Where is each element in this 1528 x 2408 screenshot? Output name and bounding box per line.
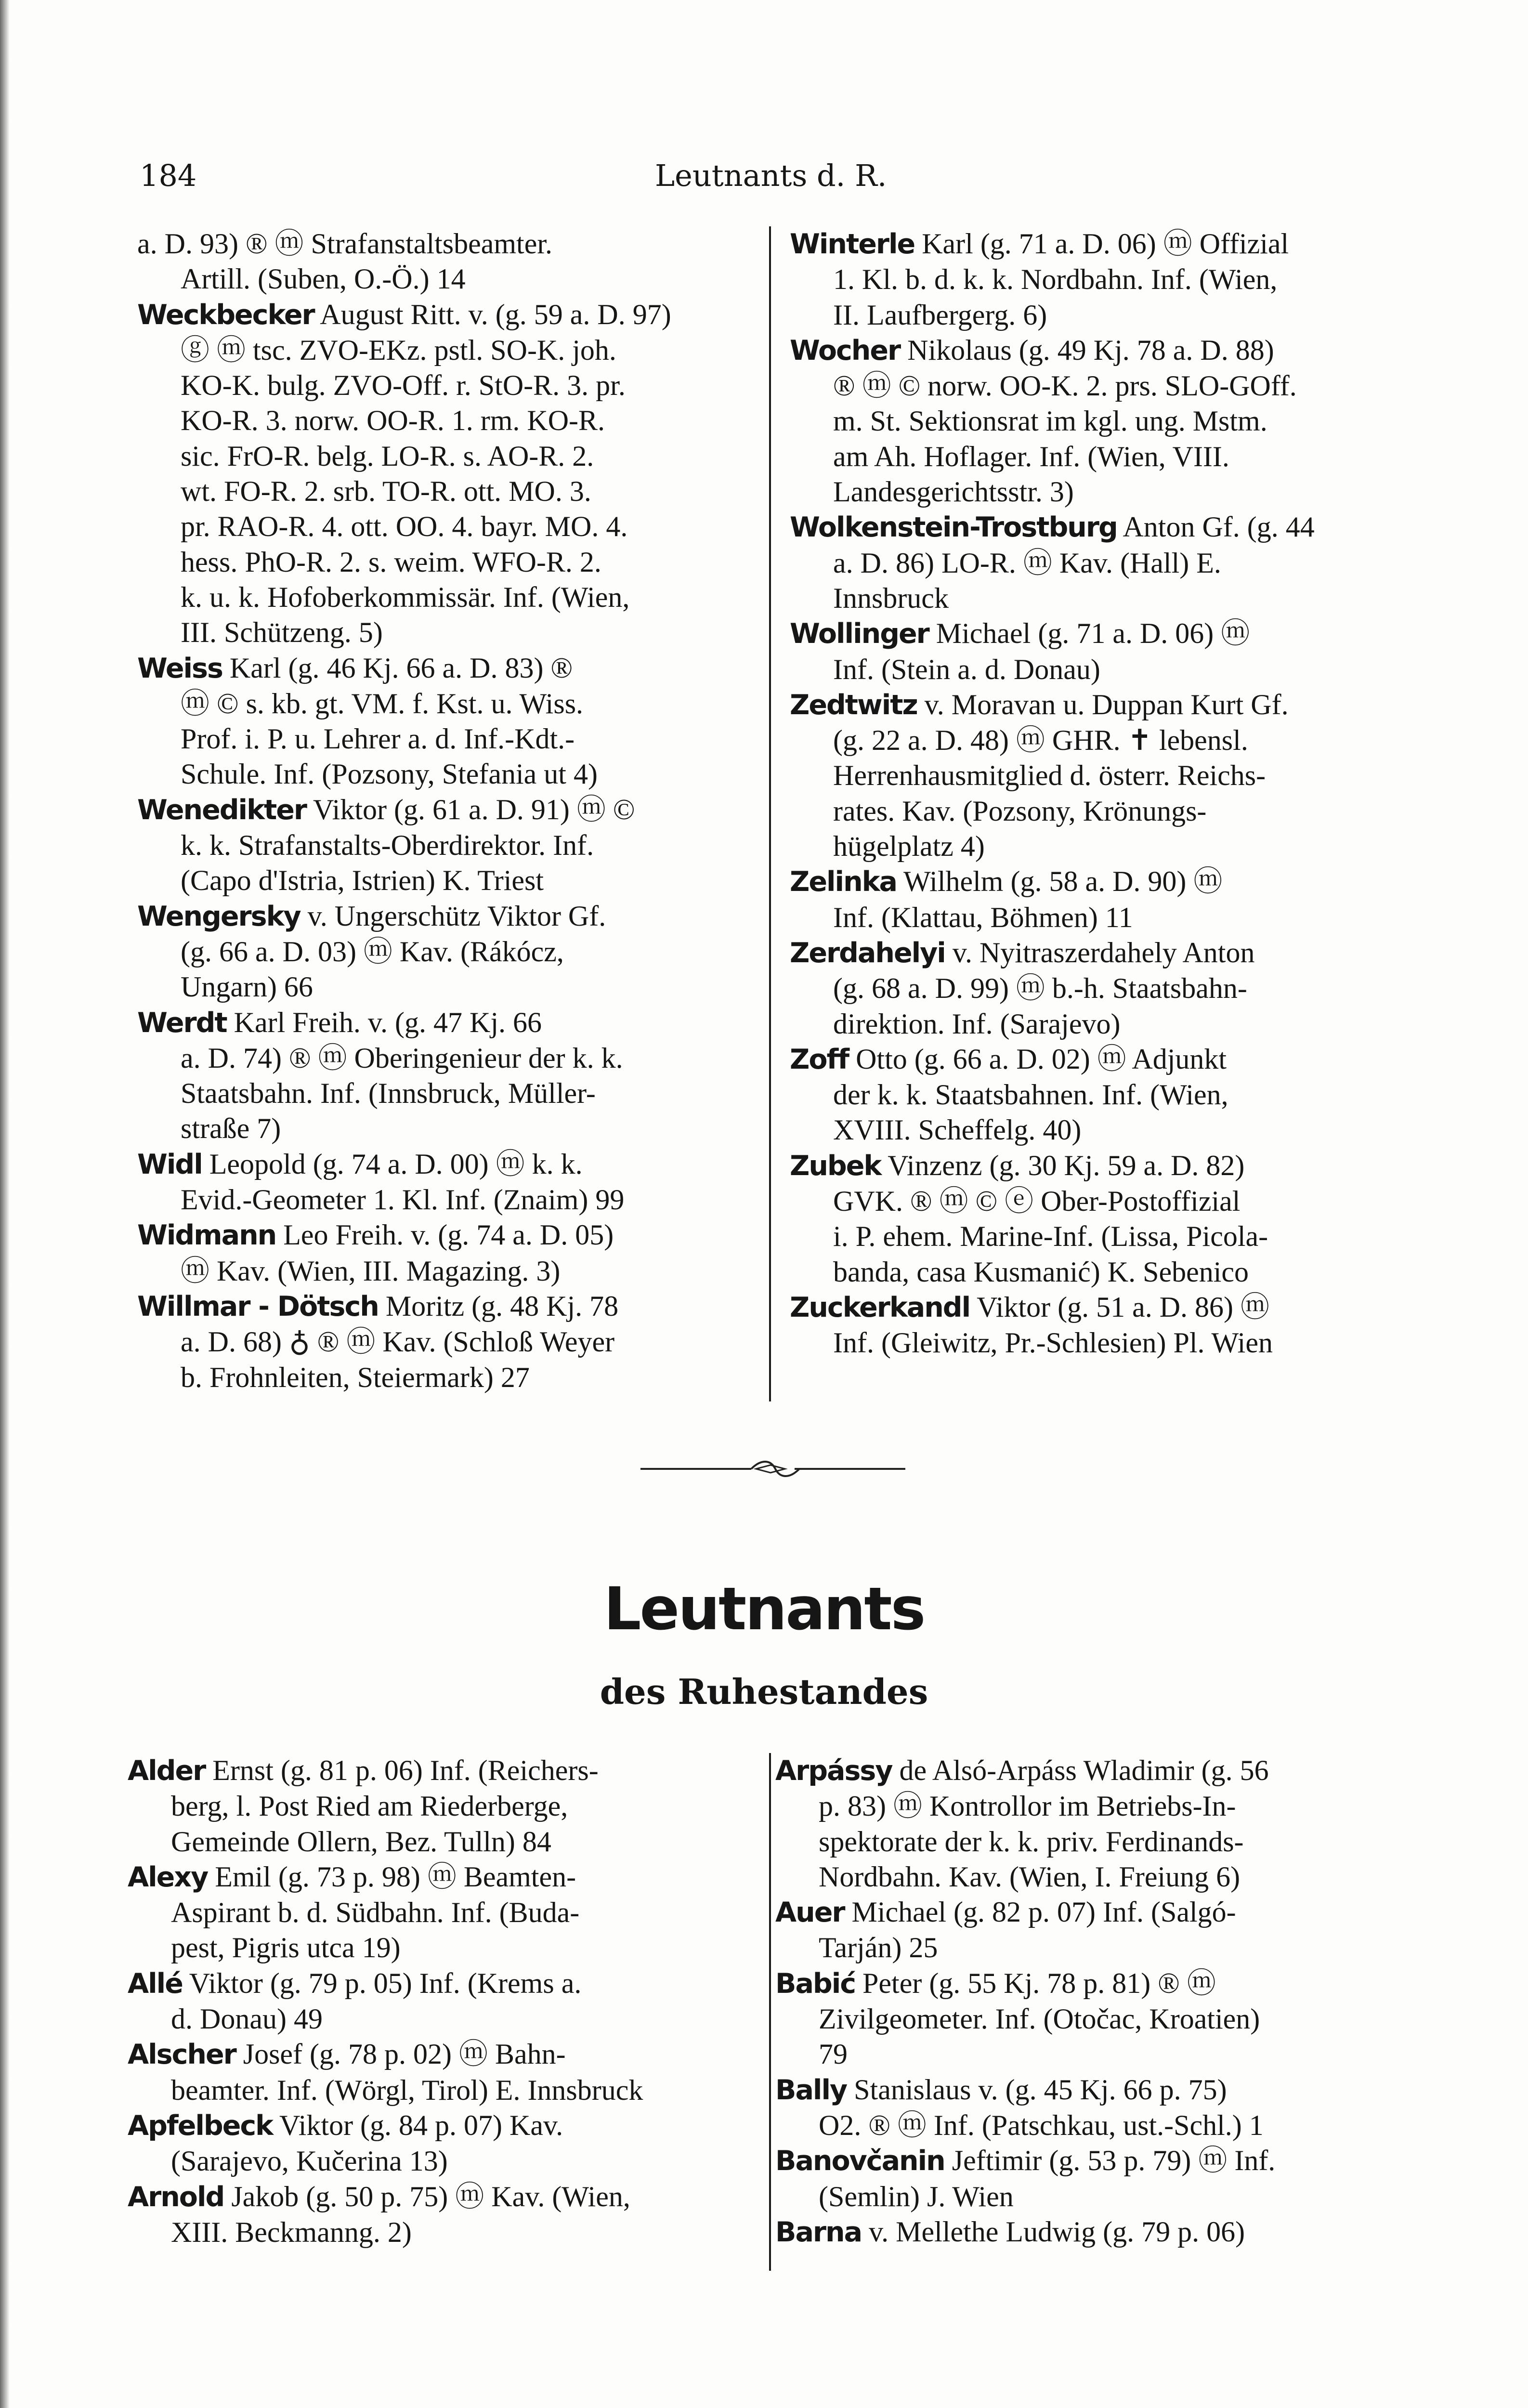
entry-text: v. Nyitraszerdahely Anton xyxy=(952,936,1255,968)
entry-text: pest, Pigris utca 19) xyxy=(171,1932,401,1964)
entry-text: (g. 68 a. D. 99) ⓜ b.-h. Staatsbahn- xyxy=(833,972,1247,1005)
entry-text: (Sarajevo, Kučerina 13) xyxy=(171,2145,448,2177)
entry-line xyxy=(137,509,763,544)
directory-entry xyxy=(790,226,1416,333)
entry-line xyxy=(137,1005,763,1041)
entry-text: k. k. Strafanstalts-Oberdirektor. Inf. xyxy=(181,829,594,862)
entry-line xyxy=(775,1966,1411,2002)
entry-line xyxy=(790,226,1416,262)
entry-line xyxy=(790,1255,1416,1290)
entry-surname: Willmar - Dötsch xyxy=(137,1290,379,1322)
entry-text: XIII. Beckmanng. 2) xyxy=(171,2216,412,2248)
entry-text: Michael (g. 82 p. 07) Inf. (Salgó- xyxy=(851,1896,1236,1928)
entry-line xyxy=(790,652,1416,687)
entry-line xyxy=(137,721,763,757)
entry-text: ® ⓜ © norw. OO-K. 2. prs. SLO-GOff. xyxy=(833,370,1297,402)
entry-line xyxy=(128,1789,763,1824)
entry-text: Evid.-Geometer 1. Kl. Inf. (Znaim) 99 xyxy=(181,1184,625,1216)
page-header xyxy=(140,149,1411,202)
entry-text: Viktor (g. 79 p. 05) Inf. (Krems a. xyxy=(189,1967,582,1999)
entry-text: (Capo d'Istria, Istrien) K. Triest xyxy=(181,864,544,897)
directory-entry xyxy=(790,333,1416,510)
entry-text: a. D. 86) LO-R. ⓜ Kav. (Hall) E. xyxy=(833,547,1221,579)
entry-surname: Bally xyxy=(775,2074,847,2106)
entry-text: Inf. (Stein a. d. Donau) xyxy=(833,653,1100,685)
column-divider-top xyxy=(769,226,771,1401)
entry-line xyxy=(137,899,763,934)
directory-entry xyxy=(137,297,763,651)
entry-text: k. u. k. Hofoberkommissär. Inf. (Wien, xyxy=(181,581,630,613)
entry-text: Tarján) 25 xyxy=(819,1932,938,1964)
entry-line xyxy=(790,1148,1416,1184)
entry-text: d. Donau) 49 xyxy=(171,2003,323,2035)
entry-surname: Wollinger xyxy=(790,618,929,650)
entry-text: Prof. i. P. u. Lehrer a. d. Inf.-Kdt.- xyxy=(181,723,575,755)
directory-entry xyxy=(137,899,763,1005)
entry-surname: Arpássy xyxy=(775,1755,892,1787)
entry-line xyxy=(775,1859,1411,1895)
entry-surname: Arnold xyxy=(128,2181,224,2213)
entry-line xyxy=(775,1895,1411,1930)
section-title: Leutnants xyxy=(603,1575,925,1643)
entry-text: Schule. Inf. (Pozsony, Stefania ut 4) xyxy=(181,758,598,790)
entry-text: p. 83) ⓜ Kontrollor im Betriebs-In- xyxy=(819,1790,1236,1822)
entry-text: banda, casa Kusmanić) K. Sebenico xyxy=(833,1256,1249,1288)
entry-text: Jeftimir (g. 53 p. 79) ⓜ Inf. xyxy=(952,2145,1276,2177)
entry-line xyxy=(775,2037,1411,2072)
entry-line xyxy=(790,1077,1416,1112)
entry-text: direktion. Inf. (Sarajevo) xyxy=(833,1008,1121,1040)
entry-text: hügelplatz 4) xyxy=(833,830,985,863)
entry-line xyxy=(790,510,1416,545)
entry-line xyxy=(790,1112,1416,1148)
entry-text: Michael (g. 71 a. D. 06) ⓜ xyxy=(936,617,1250,650)
entry-text: Zivilgeometer. Inf. (Otočac, Kroatien) xyxy=(819,2003,1260,2035)
entry-text: rates. Kav. (Pozsony, Krönungs- xyxy=(833,795,1207,827)
entry-line xyxy=(790,368,1416,404)
entry-line xyxy=(128,1895,763,1930)
entry-line xyxy=(790,935,1416,971)
entry-line xyxy=(790,900,1416,935)
entry-surname: Weiss xyxy=(137,652,222,684)
entry-text: Staatsbahn. Inf. (Innsbruck, Müller- xyxy=(181,1077,596,1110)
entry-line xyxy=(137,828,763,863)
entry-line xyxy=(137,403,763,438)
entry-line xyxy=(775,1824,1411,1859)
entry-line xyxy=(775,2072,1411,2108)
directory-entry xyxy=(775,2214,1411,2250)
entry-text: KO-K. bulg. ZVO-Off. r. StO-R. 3. pr. xyxy=(181,369,626,402)
entry-line xyxy=(790,723,1416,758)
entry-text: Aspirant b. d. Südbahn. Inf. (Buda- xyxy=(171,1897,580,1929)
entry-surname: Zedtwitz xyxy=(790,689,917,721)
entry-text: Inf. (Klattau, Böhmen) 11 xyxy=(833,901,1133,933)
entry-text: wt. FO-R. 2. srb. TO-R. ott. MO. 3. xyxy=(181,475,591,508)
entry-line xyxy=(137,1147,763,1182)
entry-line xyxy=(775,1930,1411,1965)
entry-text: Moritz (g. 48 Kj. 78 xyxy=(385,1290,619,1322)
entry-text: a. D. 68) ♁ ® ⓜ Kav. (Schloß Weyer xyxy=(181,1326,615,1358)
entry-text: a. D. 93) ® ⓜ Strafanstaltsbeamter. xyxy=(137,228,553,260)
entry-text: berg, l. Post Ried am Riederberge, xyxy=(171,1790,568,1822)
entry-line xyxy=(137,969,763,1005)
entry-surname: Wengersky xyxy=(137,900,300,932)
entry-text: Josef (g. 78 p. 02) ⓜ Bahn- xyxy=(243,2038,566,2070)
entry-text: Viktor (g. 51 a. D. 86) ⓜ xyxy=(977,1291,1270,1323)
entry-line xyxy=(128,1859,763,1895)
entry-line xyxy=(790,546,1416,581)
entry-surname: Widl xyxy=(137,1148,202,1180)
entry-text: Emil (g. 73 p. 98) ⓜ Beamten- xyxy=(215,1860,576,1893)
entry-surname: Weckbecker xyxy=(137,299,314,331)
directory-entry xyxy=(128,1966,763,2037)
entry-text: der k. k. Staatsbahnen. Inf. (Wien, xyxy=(833,1079,1228,1111)
entry-line xyxy=(790,1325,1416,1361)
directory-entry xyxy=(790,510,1416,616)
entry-line xyxy=(137,1217,763,1253)
directory-entry xyxy=(137,792,763,899)
entry-line xyxy=(790,1290,1416,1325)
directory-entry xyxy=(128,1753,763,1859)
entry-line xyxy=(790,758,1416,793)
entry-text: v. Mellethe Ludwig (g. 79 p. 06) xyxy=(869,2215,1245,2248)
entry-text: Leo Freih. v. (g. 74 a. D. 05) xyxy=(283,1219,614,1251)
entry-surname: Alexy xyxy=(128,1861,208,1893)
entry-line xyxy=(137,1041,763,1076)
entry-line xyxy=(790,1007,1416,1042)
entry-line xyxy=(137,1324,763,1360)
directory-entry xyxy=(775,1753,1411,1895)
entry-text: 79 xyxy=(819,2038,848,2070)
entry-text: Karl (g. 71 a. D. 06) ⓜ Offizial xyxy=(922,228,1289,260)
entry-line xyxy=(137,545,763,580)
entry-text: spektorate der k. k. priv. Ferdinands- xyxy=(819,1825,1244,1858)
entry-line xyxy=(137,1182,763,1217)
directory-entry xyxy=(790,1290,1416,1361)
entry-line xyxy=(137,615,763,650)
entry-surname: Zelinka xyxy=(790,866,897,898)
entry-surname: Zuckerkandl xyxy=(790,1291,970,1323)
entry-line xyxy=(790,474,1416,510)
entry-text: b. Frohnleiten, Steiermark) 27 xyxy=(181,1361,530,1393)
directory-entry xyxy=(128,2037,763,2108)
entry-line xyxy=(137,333,763,368)
entry-surname: Zerdahelyi xyxy=(790,937,945,969)
entry-surname: Zubek xyxy=(790,1150,881,1182)
entry-text: KO-R. 3. norw. OO-R. 1. rm. KO-R. xyxy=(181,405,605,437)
entry-surname: Wocher xyxy=(790,334,901,366)
entry-line xyxy=(790,262,1416,297)
entry-text: Viktor (g. 84 p. 07) Kav. xyxy=(279,2109,563,2141)
entry-text: Anton Gf. (g. 44 xyxy=(1123,511,1315,543)
directory-entry xyxy=(775,1966,1411,2072)
entry-line xyxy=(128,2037,763,2072)
entry-text: sic. FrO-R. belg. LO-R. s. AO-R. 2. xyxy=(181,440,594,472)
entry-surname: Winterle xyxy=(790,228,915,260)
entry-text: v. Ungerschütz Viktor Gf. xyxy=(307,900,606,932)
entry-surname: Alscher xyxy=(128,2039,236,2071)
entry-text: a. D. 74) ® ⓜ Oberingenieur der k. k. xyxy=(181,1042,623,1074)
directory-entry xyxy=(137,1147,763,1218)
entry-line xyxy=(790,864,1416,900)
entry-line xyxy=(128,1966,763,2002)
entry-text: ⓖ ⓜ tsc. ZVO-EKz. pstl. SO-K. joh. xyxy=(181,334,616,366)
entry-line xyxy=(137,863,763,898)
page-number: 184 xyxy=(140,158,197,193)
directory-entry xyxy=(790,1042,1416,1148)
entry-text: Ernst (g. 81 p. 06) Inf. (Reichers- xyxy=(212,1754,599,1786)
entry-text: (Semlin) J. Wien xyxy=(819,2180,1014,2212)
entry-line xyxy=(775,2214,1411,2250)
entry-line xyxy=(137,686,763,721)
entry-line xyxy=(128,1824,763,1859)
entry-surname: Banovčanin xyxy=(775,2145,945,2177)
entry-text: (g. 66 a. D. 03) ⓜ Kav. (Rákócz, xyxy=(181,935,564,968)
entry-line xyxy=(137,1254,763,1289)
entry-line xyxy=(137,1076,763,1111)
entry-line xyxy=(790,794,1416,829)
entry-line xyxy=(790,1184,1416,1219)
entry-line xyxy=(137,297,763,333)
entry-line xyxy=(128,2144,763,2179)
entry-line xyxy=(137,792,763,828)
entry-line xyxy=(128,2073,763,2108)
entry-line xyxy=(137,226,763,262)
entry-surname: Apfelbeck xyxy=(128,2109,273,2142)
entry-line xyxy=(137,474,763,509)
directory-entry xyxy=(128,1859,763,1966)
entry-text: hess. PhO-R. 2. s. weim. WFO-R. 2. xyxy=(181,546,601,578)
entry-line xyxy=(790,829,1416,864)
column-top-left xyxy=(137,226,763,1395)
entry-text: beamter. Inf. (Wörgl, Tirol) E. Innsbruck xyxy=(171,2074,643,2106)
directory-entry xyxy=(775,1895,1411,1966)
entry-text: Nordbahn. Kav. (Wien, I. Freiung 6) xyxy=(819,1860,1241,1893)
entry-text: III. Schützeng. 5) xyxy=(181,616,383,649)
entry-line xyxy=(790,404,1416,439)
entry-line xyxy=(790,687,1416,723)
entry-line xyxy=(790,581,1416,616)
entry-line xyxy=(137,1360,763,1395)
entry-surname: Werdt xyxy=(137,1007,227,1039)
entry-line xyxy=(128,1930,763,1965)
entry-text: Viktor (g. 61 a. D. 91) ⓜ © xyxy=(313,793,635,825)
directory-entry xyxy=(775,2143,1411,2214)
column-bottom-left xyxy=(128,1753,763,2250)
entry-text: Leopold (g. 74 a. D. 00) ⓜ k. k. xyxy=(209,1148,583,1180)
section-subtitle: des Ruhestandes xyxy=(600,1671,928,1712)
directory-entry xyxy=(128,2179,763,2251)
entry-text: m. St. Sektionsrat im kgl. ung. Mstm. xyxy=(833,405,1267,437)
entry-text: de Alsó-Arpáss Wladimir (g. 56 xyxy=(899,1754,1269,1786)
entry-surname: Widmann xyxy=(137,1219,276,1252)
entry-line xyxy=(790,439,1416,474)
entry-text: Otto (g. 66 a. D. 02) ⓜ Adjunkt xyxy=(856,1043,1227,1075)
entry-text: Inf. (Gleiwitz, Pr.-Schlesien) Pl. Wien xyxy=(833,1327,1273,1359)
entry-text: XVIII. Scheffelg. 40) xyxy=(833,1114,1082,1146)
entry-text: II. Laufbergerg. 6) xyxy=(833,299,1047,331)
entry-text: Karl Freih. v. (g. 47 Kj. 66 xyxy=(234,1006,542,1038)
running-title: Leutnants d. R. xyxy=(655,158,887,193)
column-divider-bottom xyxy=(769,1753,771,2271)
entry-text: i. P. ehem. Marine-Inf. (Lissa, Picola- xyxy=(833,1220,1268,1253)
entry-line xyxy=(790,1042,1416,1077)
entry-text: Wilhelm (g. 58 a. D. 90) ⓜ xyxy=(903,865,1223,898)
entry-line xyxy=(137,757,763,792)
entry-line xyxy=(137,651,763,686)
entry-surname: Allé xyxy=(128,1967,183,2000)
entry-text: Artill. (Suben, O.-Ö.) 14 xyxy=(181,263,466,295)
entry-line xyxy=(137,1111,763,1146)
entry-text: Peter (g. 55 Kj. 78 p. 81) ® ⓜ xyxy=(862,1967,1216,1999)
entry-text: ⓜ © s. kb. gt. VM. f. Kst. u. Wiss. xyxy=(181,687,584,720)
entry-text: GVK. ® ⓜ © ⓔ Ober-Postoffizial xyxy=(833,1185,1241,1217)
entry-surname: Wolkenstein-Trostburg xyxy=(790,511,1117,544)
page-edge-shadow xyxy=(0,0,10,2408)
directory-entry xyxy=(128,2108,763,2179)
entry-line xyxy=(128,2002,763,2037)
entry-line xyxy=(775,1753,1411,1789)
entry-text: Jakob (g. 50 p. 75) ⓜ Kav. (Wien, xyxy=(231,2180,630,2212)
entry-text: Ungarn) 66 xyxy=(181,971,313,1003)
entry-line xyxy=(790,616,1416,652)
entry-text: Karl (g. 46 Kj. 66 a. D. 83) ® xyxy=(229,652,573,684)
entry-line xyxy=(790,333,1416,368)
entry-line xyxy=(128,2215,763,2250)
directory-entry xyxy=(790,616,1416,687)
entry-line xyxy=(137,1289,763,1324)
entry-text: (g. 22 a. D. 48) ⓜ GHR. ✝ lebensl. xyxy=(833,724,1248,757)
entry-text: ⓜ Kav. (Wien, III. Magazing. 3) xyxy=(181,1255,561,1287)
entry-surname: Alder xyxy=(128,1755,206,1787)
entry-text: Innsbruck xyxy=(833,582,949,614)
entry-text: pr. RAO-R. 4. ott. OO. 4. bayr. MO. 4. xyxy=(181,510,628,543)
entry-text: O2. ® ⓜ Inf. (Patschkau, ust.-Schl.) 1 xyxy=(819,2109,1264,2141)
entry-line xyxy=(128,2179,763,2215)
entry-line xyxy=(137,368,763,403)
directory-entry xyxy=(790,864,1416,935)
section-ornament xyxy=(640,1454,905,1483)
entry-line xyxy=(775,2143,1411,2179)
entry-line xyxy=(137,262,763,297)
entry-line xyxy=(137,934,763,969)
directory-entry xyxy=(137,226,763,297)
entry-line xyxy=(775,2108,1411,2143)
entry-line xyxy=(775,1789,1411,1824)
entry-surname: Babić xyxy=(775,1967,856,2000)
entry-text: Gemeinde Ollern, Bez. Tulln) 84 xyxy=(171,1825,551,1858)
directory-entry xyxy=(137,1289,763,1395)
entry-surname: Barna xyxy=(775,2216,862,2248)
entry-line xyxy=(137,439,763,474)
entry-surname: Auer xyxy=(775,1897,845,1929)
entry-text: Herrenhausmitglied d. österr. Reichs- xyxy=(833,759,1266,792)
directory-entry xyxy=(137,1005,763,1147)
entry-text: Vinzenz (g. 30 Kj. 59 a. D. 82) xyxy=(888,1149,1245,1181)
entry-line xyxy=(790,298,1416,333)
entry-line xyxy=(128,2108,763,2144)
entry-text: Nikolaus (g. 49 Kj. 78 a. D. 88) xyxy=(907,334,1274,366)
entry-line xyxy=(775,2179,1411,2214)
directory-entry xyxy=(775,2072,1411,2144)
entry-text: straße 7) xyxy=(181,1112,281,1145)
entry-line xyxy=(128,1753,763,1789)
entry-surname: Wenedikter xyxy=(137,794,307,826)
entry-line xyxy=(775,2002,1411,2037)
directory-entry xyxy=(790,1148,1416,1290)
entry-line xyxy=(790,971,1416,1006)
column-top-right xyxy=(790,226,1416,1361)
directory-entry xyxy=(790,687,1416,864)
column-bottom-right xyxy=(775,1753,1411,2250)
directory-entry xyxy=(790,935,1416,1042)
directory-entry xyxy=(137,651,763,792)
directory-entry xyxy=(137,1217,763,1289)
entry-text: August Ritt. v. (g. 59 a. D. 97) xyxy=(320,298,671,330)
entry-line xyxy=(137,580,763,615)
entry-text: am Ah. Hoflager. Inf. (Wien, VIII. xyxy=(833,440,1229,472)
entry-text: v. Moravan u. Duppan Kurt Gf. xyxy=(924,688,1289,720)
entry-surname: Zoff xyxy=(790,1043,849,1075)
entry-text: Stanislaus v. (g. 45 Kj. 66 p. 75) xyxy=(854,2073,1227,2106)
entry-text: Landesgerichtsstr. 3) xyxy=(833,476,1074,508)
entry-line xyxy=(790,1219,1416,1254)
entry-text: 1. Kl. b. d. k. k. Nordbahn. Inf. (Wien, xyxy=(833,263,1278,296)
